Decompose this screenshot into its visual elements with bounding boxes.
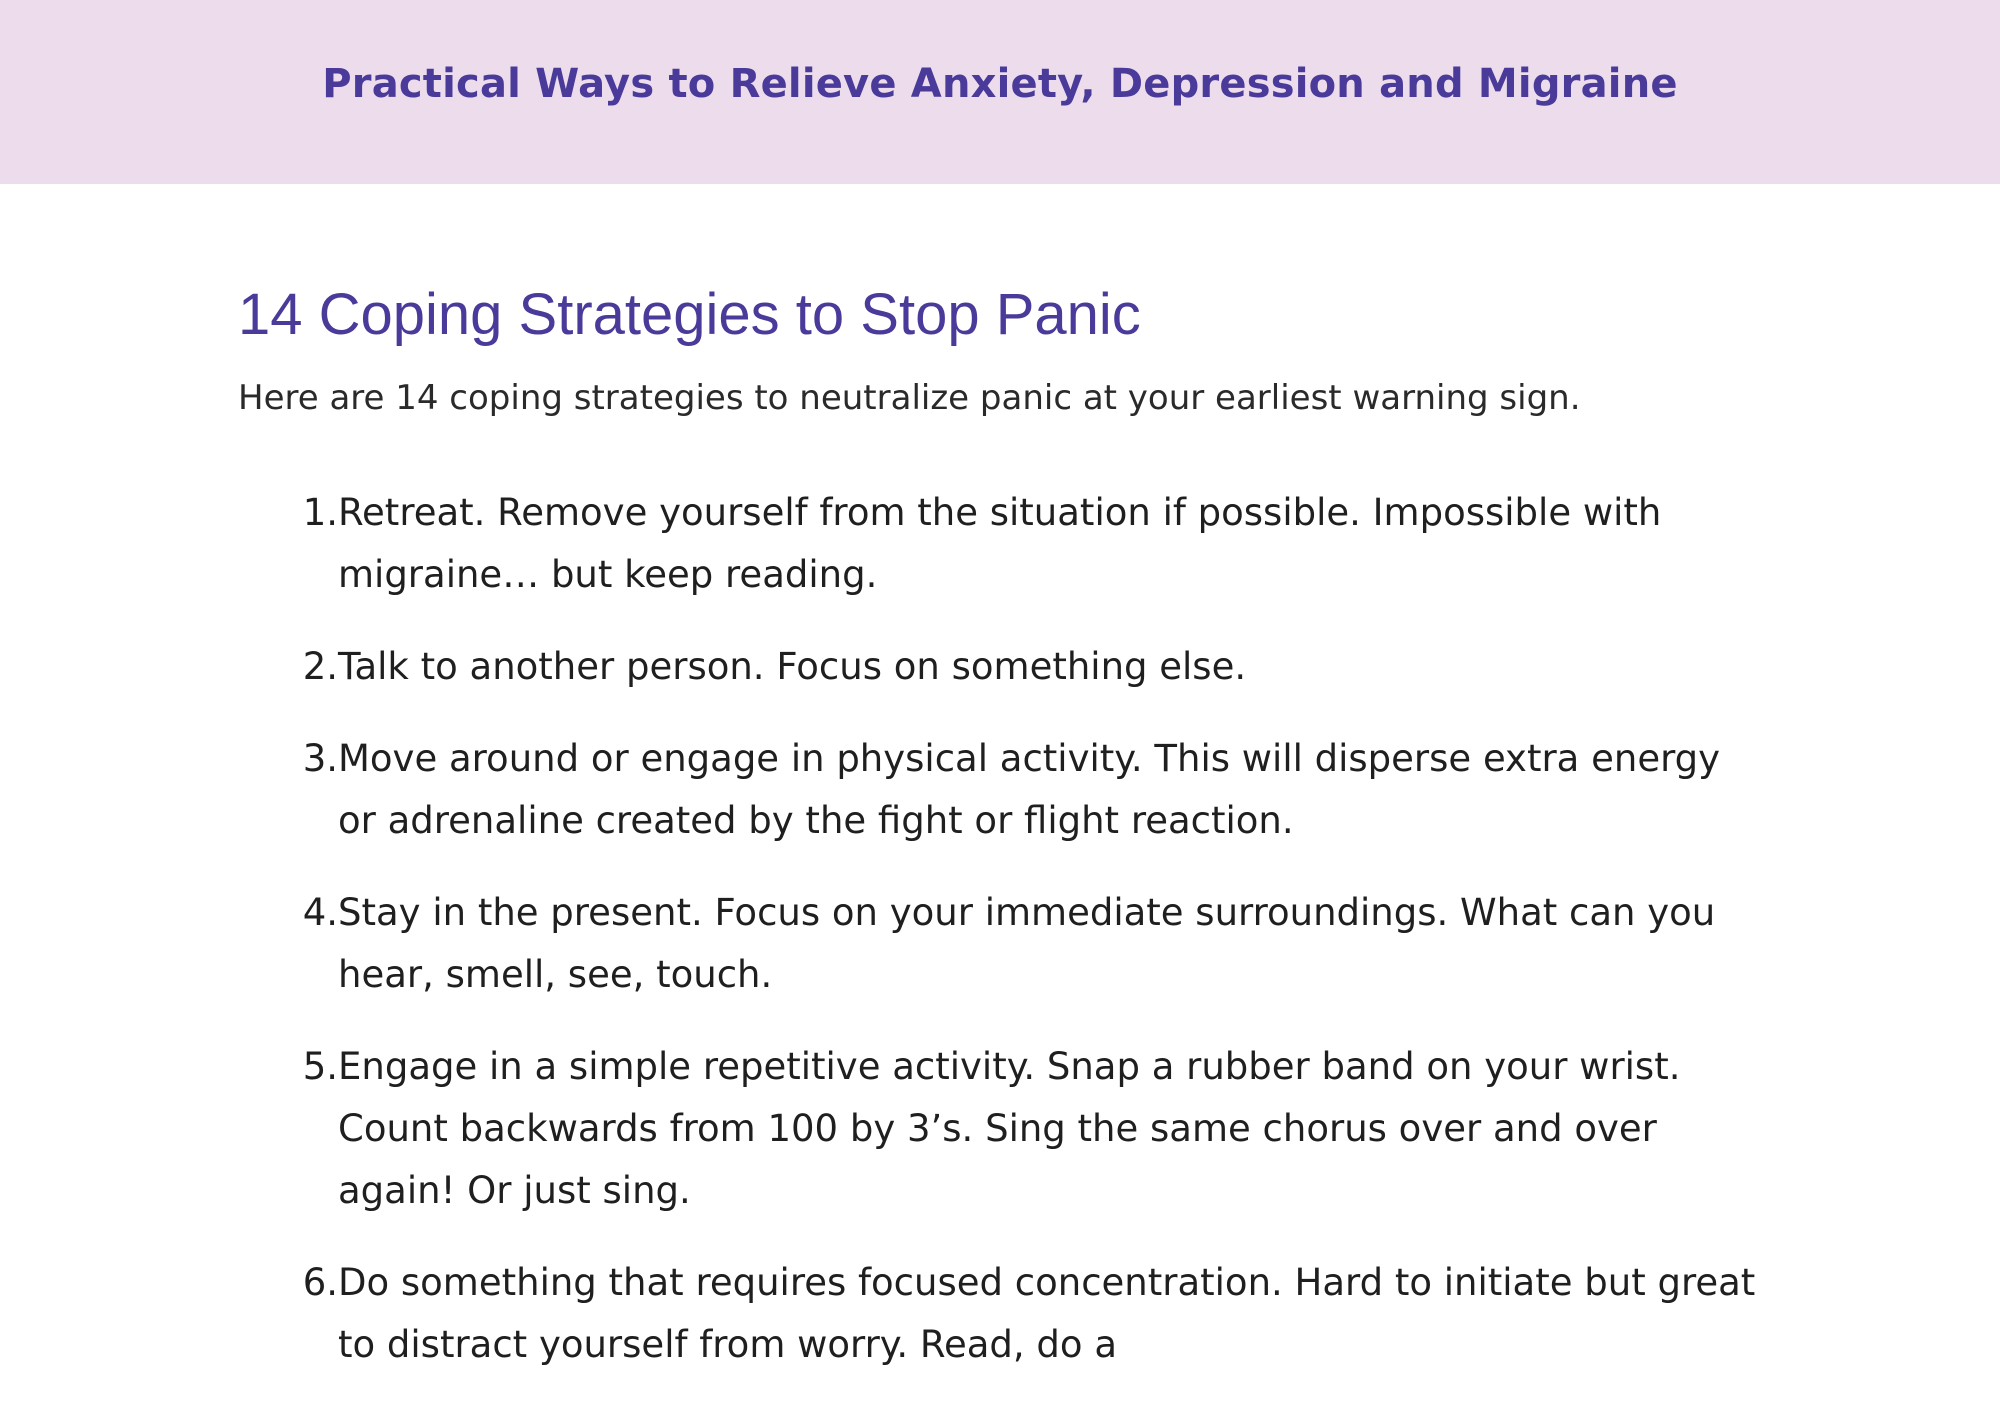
- list-item: [238, 1036, 1758, 1222]
- list-item-number: 3.: [302, 737, 338, 780]
- list-item: [238, 636, 1758, 698]
- list-item-number: 1.: [302, 491, 338, 534]
- main-content: [238, 270, 1758, 1406]
- list-item-text: Move around or engage in physical activity. This will disperse extra energy or adrenaline created by the fight or flight reaction.: [338, 737, 1721, 842]
- list-item: [238, 482, 1758, 606]
- intro-paragraph: Here are 14 coping strategies to neutralize panic at your earliest warning sign.: [238, 378, 1581, 418]
- list-item-text: Stay in the present. Focus on your immediate surroundings. What can you hear, smell, see, touch.: [338, 891, 1716, 996]
- strategy-list: [238, 482, 1758, 1376]
- page-title: 14 Coping Strategies to Stop Panic: [238, 282, 1141, 347]
- list-item-number: 2.: [302, 645, 338, 688]
- header-band: [0, 0, 2000, 184]
- list-item: [238, 728, 1758, 852]
- list-item-number: 5.: [302, 1045, 338, 1088]
- list-item-text: Talk to another person. Focus on something else.: [338, 645, 1247, 688]
- list-item-number: 4.: [302, 891, 338, 934]
- list-item-text: Engage in a simple repetitive activity. Snap a rubber band on your wrist. Count backwards from 100 by 3’s. Sing the same chorus over and over again! Or just sing.: [338, 1045, 1681, 1212]
- list-item-text: Retreat. Remove yourself from the situation if possible. Impossible with migraine… but keep reading.: [338, 491, 1662, 596]
- document-header-title: Practical Ways to Relieve Anxiety, Depression and Migraine: [322, 61, 1678, 107]
- list-item-number: 6.: [302, 1261, 338, 1304]
- list-item: [238, 882, 1758, 1006]
- list-item: [238, 1252, 1758, 1376]
- list-item-text: Do something that requires focused concentration. Hard to initiate but great to distract yourself from worry. Read, do a: [338, 1261, 1756, 1366]
